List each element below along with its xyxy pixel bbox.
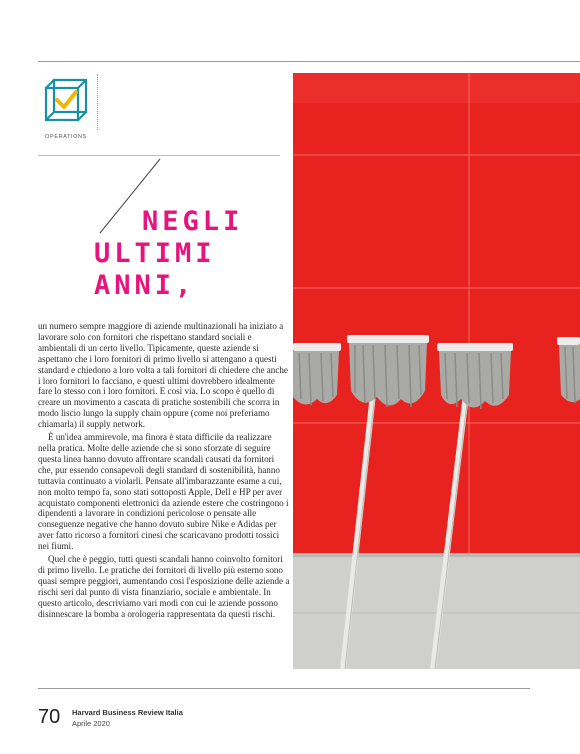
issue-date: Aprile 2020 <box>72 719 110 728</box>
page-number: 70 <box>38 706 61 728</box>
headline-line: NEGLI <box>142 206 244 237</box>
publication-name: Harvard Business Review Italia <box>72 708 183 717</box>
article-paragraph: un numero sempre maggiore di aziende multinazionali ha iniziato a lavorare solo con fornitori che rispettano standard sociali e ambientali di un certo livello. Tipicamente, queste aziende si aspettano che i loro fornitori di primo livello si attengano a questi standard e chiedono a loro volta a tali fornitori di chiedere che anche i loro fornitori lo facciano, e questi ultimi dovrebbero idealmente fare lo stesso con i loro fornitori. E così via. Lo scopo è quello di creare un movimento a cascata di pratiche sostenibili che scorra in modo liscio lungo la supply chain oppure (come noi preferiamo chiamarla) il supply network. <box>38 321 288 430</box>
checkbox-cube-icon <box>40 76 92 124</box>
article-body <box>38 321 290 619</box>
mops-photo <box>293 73 580 669</box>
headline-line: ULTIMI <box>94 238 216 269</box>
headline-line: ANNI, <box>94 270 196 301</box>
section-rule <box>38 155 280 156</box>
top-rule <box>38 61 580 62</box>
article-paragraph: Quel che è peggio, tutti questi scandali hanno coinvolto fornitori di primo livello. Le pratiche dei fornitori di livello più esterno sono quasi sempre peggiori, aumentando così l'esposizione delle aziende a rischi seri dal punto di vista finanziario, sociale e ambientale. In questo articolo, descriviamo vari modi con cui le aziende possono disinnescare la bomba a orologeria rappresentata da questi rischi. <box>38 554 290 619</box>
article-paragraph: È un'idea ammirevole, ma finora è stata difficile da realizzare nella pratica. Molte delle aziende che si sono sforzate di seguire questa linea hanno dovuto affrontare scandali causati da fornitori che, pur essendo consapevoli degli standard di sostenibilità, hanno tuttavia continuato a violarli. Pensate all'imbarazzante esame a cui, non molto tempo fa, sono stati sottoposti Apple, Dell e HP per aver acquistato componenti elettronici da aziende estere che costringono i dipendenti a lavorare in condizioni pericolose o pensate alle conseguenze negative che hanno dovuto subire Nike e Adidas per aver fatto ricorso a fornitori cinesi che scaricavano prodotti tossici nei fiumi. <box>38 432 289 552</box>
section-label: OPERATIONS <box>45 134 87 140</box>
headline <box>94 206 284 302</box>
bottom-rule <box>38 688 530 689</box>
icon-divider <box>97 74 98 130</box>
